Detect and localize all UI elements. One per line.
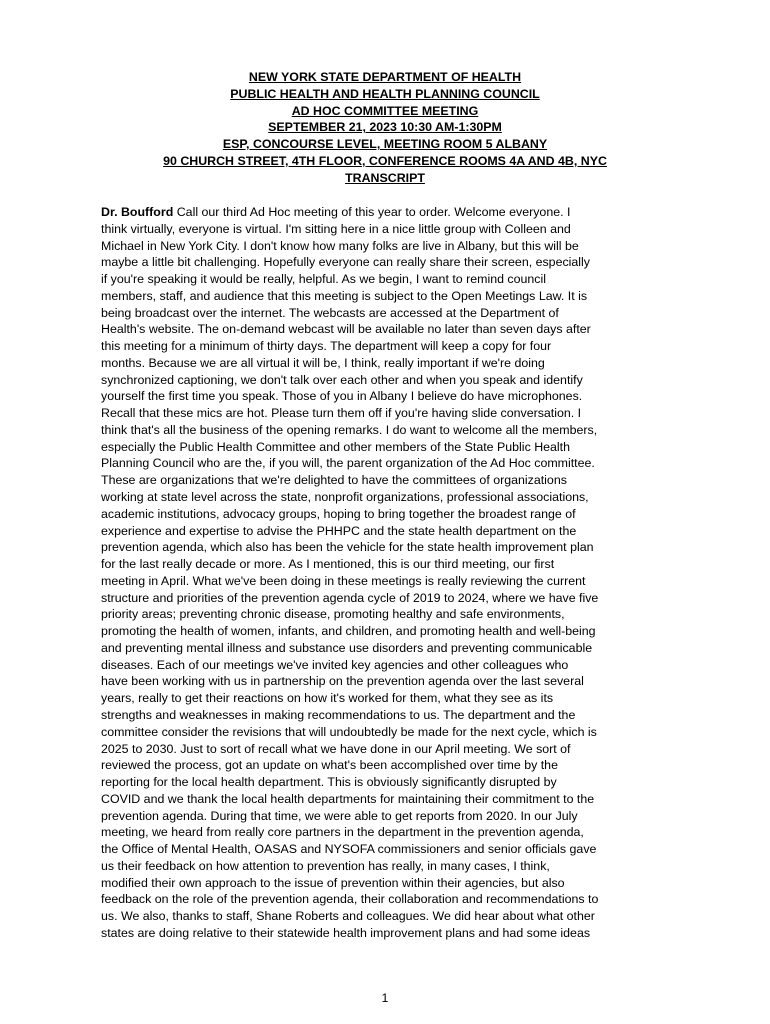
transcript-line: Health's website. The on-demand webcast will be available no later than seven days after xyxy=(101,322,591,337)
transcript-line: have been working with us in partnership on the prevention agenda over the last several xyxy=(101,674,584,689)
transcript-line: think virtually, everyone is virtual. I'm sitting here in a nice little group with Colleen and xyxy=(101,221,571,236)
transcript-line: Planning Council who are the, if you will, the parent organization of the Ad Hoc committee. xyxy=(101,456,595,471)
transcript-line: COVID and we thank the local health departments for maintaining their commitment to the xyxy=(101,791,595,806)
transcript-line: this meeting for a minimum of thirty days. The department will keep a copy for four xyxy=(101,339,552,354)
transcript-line: reporting for the local health department. This is obviously significantly disrupted by xyxy=(101,775,557,790)
transcript-line: promoting the health of women, infants, and children, and promoting health and well-being xyxy=(101,624,596,639)
transcript-body xyxy=(101,204,673,942)
transcript-line: prevention agenda, which also has been the vehicle for the state health improvement plan xyxy=(101,540,594,555)
transcript-line: especially the Public Health Committee and other members of the State Public Health xyxy=(101,439,571,454)
header-line-transcript: TRANSCRIPT xyxy=(345,170,425,185)
transcript-line: if you're speaking it would be really, helpful. As we begin, I want to remind council xyxy=(101,272,546,287)
page-number: 1 xyxy=(381,991,389,1005)
transcript-line: modified their own approach to the issue of prevention within their agencies, but also xyxy=(101,875,565,890)
header-line-council: PUBLIC HEALTH AND HEALTH PLANNING COUNCIL xyxy=(230,86,540,101)
transcript-line: meeting, we heard from really core partners in the department in the prevention agenda, xyxy=(101,825,584,840)
transcript-line: strengths and weaknesses in making recommendations to us. The department and the xyxy=(101,707,576,722)
transcript-line: maybe a little bit challenging. Hopefully everyone can really share their screen, especially xyxy=(101,255,591,270)
transcript-line: 2025 to 2030. Just to sort of recall what we have done in our April meeting. We sort of xyxy=(101,741,571,756)
transcript-line: Recall that these mics are hot. Please turn them off if you're having slide conversation. I xyxy=(101,406,582,421)
transcript-line: priority areas; preventing chronic disease, promoting healthy and safe environments, xyxy=(101,607,565,622)
transcript-line: members, staff, and audience that this meeting is subject to the Open Meetings Law. It is xyxy=(101,288,588,303)
transcript-line: committee consider the revisions that will undoubtedly be made for the next cycle, which is xyxy=(101,724,597,739)
transcript-line: states are doing relative to their statewide health improvement plans and had some ideas xyxy=(101,925,591,940)
transcript-line: years, really to get their reactions on how it's worked for them, what they see as its xyxy=(101,691,554,706)
transcript-line: prevention agenda. During that time, we were able to get reports from 2020. In our July xyxy=(101,808,578,823)
transcript-line: feedback on the role of the prevention agenda, their collaboration and recommendations to xyxy=(101,892,599,907)
transcript-line: diseases. Each of our meetings we've invited key agencies and other colleagues who xyxy=(101,657,569,672)
transcript-line: reviewed the process, got an update on what's been accomplished over time by the xyxy=(101,758,558,773)
transcript-line: synchronized captioning, we don't talk over each other and when you speak and identify xyxy=(101,372,583,387)
header-line-albany-location: ESP, CONCOURSE LEVEL, MEETING ROOM 5 ALBANY xyxy=(222,137,548,152)
speaker-name: Dr. Boufford xyxy=(101,205,174,219)
transcript-line: Michael in New York City. I don't know how many folks are live in Albany, but this will be xyxy=(101,238,579,253)
header-line-nyc-location: 90 CHURCH STREET, 4TH FLOOR, CONFERENCE ROOMS 4A AND 4B, NYC xyxy=(163,153,607,168)
transcript-line: think that's all the business of the opening remarks. I do want to welcome all the members, xyxy=(101,422,598,437)
transcript-line: working at state level across the state, nonprofit organizations, professional associations, xyxy=(101,490,589,505)
transcript-line: the Office of Mental Health, OASAS and NYSOFA commissioners and senior officials gave xyxy=(101,842,597,857)
transcript-line: months. Because we are all virtual it will be, I think, really important if we're doing xyxy=(101,355,545,370)
document-header xyxy=(60,69,710,187)
transcript-line: and preventing mental illness and substance use disorders and preventing communicable xyxy=(101,640,593,655)
transcript-line: us their feedback on how attention to prevention has really, in many cases, I think, xyxy=(101,858,550,873)
transcript-line: being broadcast over the internet. The webcasts are accessed at the Department of xyxy=(101,305,559,320)
header-line-department: NEW YORK STATE DEPARTMENT OF HEALTH xyxy=(248,70,522,84)
transcript-line: structure and priorities of the prevention agenda cycle of 2019 to 2024, where we have five xyxy=(101,590,599,605)
transcript-line xyxy=(101,204,673,221)
header-line-date: SEPTEMBER 21, 2023 10:30 AM-1:30PM xyxy=(268,120,502,135)
transcript-line: meeting in April. What we've been doing in these meetings is really reviewing the current xyxy=(101,573,586,588)
transcript-text: Call our third Ad Hoc meeting of this year to order. Welcome everyone. I xyxy=(173,205,571,219)
transcript-line: us. We also, thanks to staff, Shane Roberts and colleagues. We did hear about what other xyxy=(101,909,595,924)
transcript-line: academic institutions, advocacy groups, hoping to bring together the broadest range of xyxy=(101,506,576,521)
transcript-line: experience and expertise to advise the PHHPC and the state health department on the xyxy=(101,523,577,538)
transcript-line: for the last really decade or more. As I mentioned, this is our third meeting, our first xyxy=(101,557,555,572)
transcript-line: These are organizations that we're delighted to have the committees of organizations xyxy=(101,473,567,488)
header-line-meeting: AD HOC COMMITTEE MEETING xyxy=(291,103,479,118)
transcript-line: yourself the first time you speak. Those of you in Albany I believe do have microphones. xyxy=(101,389,583,404)
